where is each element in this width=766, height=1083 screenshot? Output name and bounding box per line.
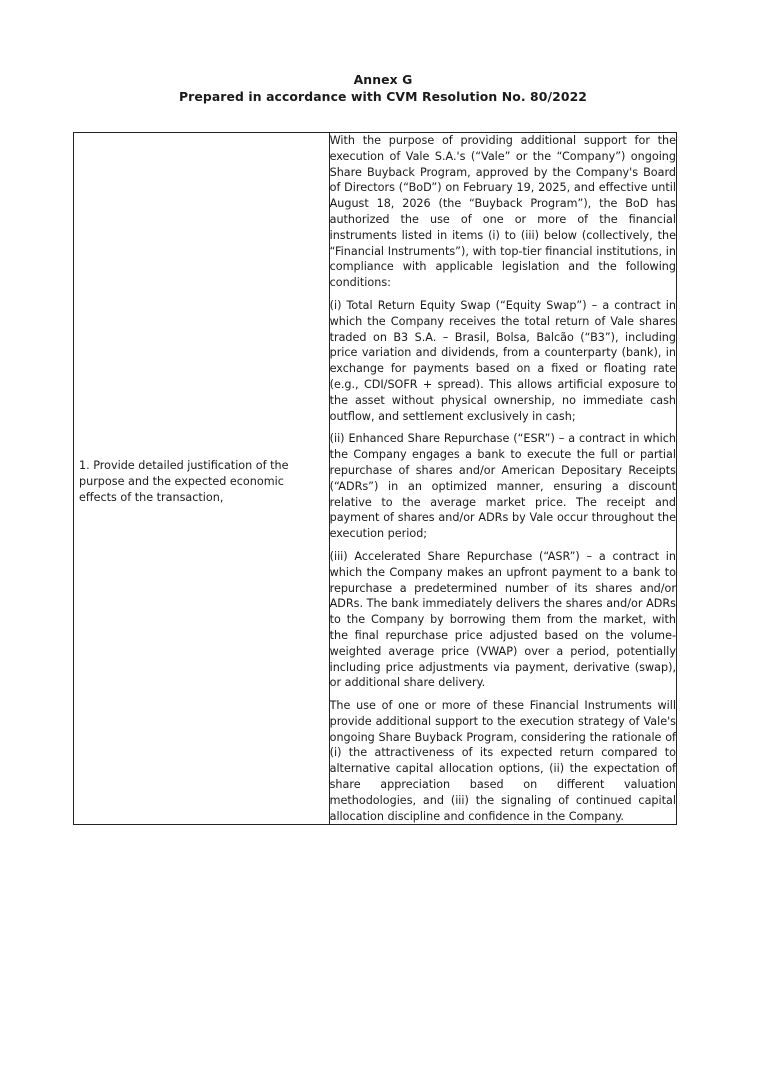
annex-subtitle: Prepared in accordance with CVM Resolution No. 80/2022 bbox=[178, 89, 588, 104]
answer-cell bbox=[329, 133, 676, 825]
answer-paragraph-esr: (ii) Enhanced Share Repurchase (“ESR”) – a contract in which the Company engages a bank to execute the full or partial repurchase of shares and/or American Depositary Receipts (“ADRs”) in an optimized manner, ensuring a discount relative to the average market price. The receipt and payment of shares and/or ADRs by Vale occur throughout the execution period; bbox=[329, 432, 676, 541]
answer-paragraph-asr: (iii) Accelerated Share Repurchase (“ASR”) – a contract in which the Company makes an upfront payment to a bank to repurchase a predetermined number of its shares and/or ADRs. The bank immediately delivers the shares and/or ADRs to the Company by borrowing them from the market, with the final repurchase price adjusted based on the volume-weighted average price (VWAP) over a period, potentially including price adjustments via payment, derivative (swap), or additional share delivery. bbox=[329, 549, 676, 690]
annex-title: Annex G bbox=[353, 72, 413, 87]
table-row bbox=[74, 133, 677, 825]
answer-paragraph-intro: With the purpose of providing additional support for the execution of Vale S.A.'s (“Vale” or the “Company”) ongoing Share Buyback Program, approved by the Company's Board of Directors (“BoD”) on February 19, 2025, and effective until August 18, 2026 (the “Buyback Program”), the BoD has authorized the use of one or more of the financial instruments listed in items (i) to (iii) below (collectively, the “Financial Instruments”), with top-tier financial institutions, in compliance with applicable legislation and the following conditions: bbox=[329, 134, 676, 290]
annex-table bbox=[73, 132, 677, 825]
document-heading bbox=[0, 71, 766, 105]
answer-paragraph-conclusion: The use of one or more of these Financial Instruments will provide additional support to the execution strategy of Vale's ongoing Share Buyback Program, considering the rationale of (i) the attractiveness of its expected return compared to alternative capital allocation options, (ii) the expectation of share appreciation based on different valuation methodologies, and (iii) the signaling of continued capital allocation discipline and confidence in the Company. bbox=[329, 699, 676, 823]
question-text: 1. Provide detailed justification of the purpose and the expected economic effects of the transaction, bbox=[79, 459, 289, 504]
question-cell bbox=[74, 133, 330, 825]
answer-paragraph-equity-swap: (i) Total Return Equity Swap (“Equity Swap”) – a contract in which the Company receives the total return of Vale shares traded on B3 S.A. – Brasil, Bolsa, Balcão (“B3”), including price variation and dividends, from a counterparty (bank), in exchange for payments based on a fixed or floating rate (e.g., CDI/SOFR + spread). This allows artificial exposure to the asset without physical ownership, no immediate cash outflow, and settlement exclusively in cash; bbox=[329, 298, 676, 423]
